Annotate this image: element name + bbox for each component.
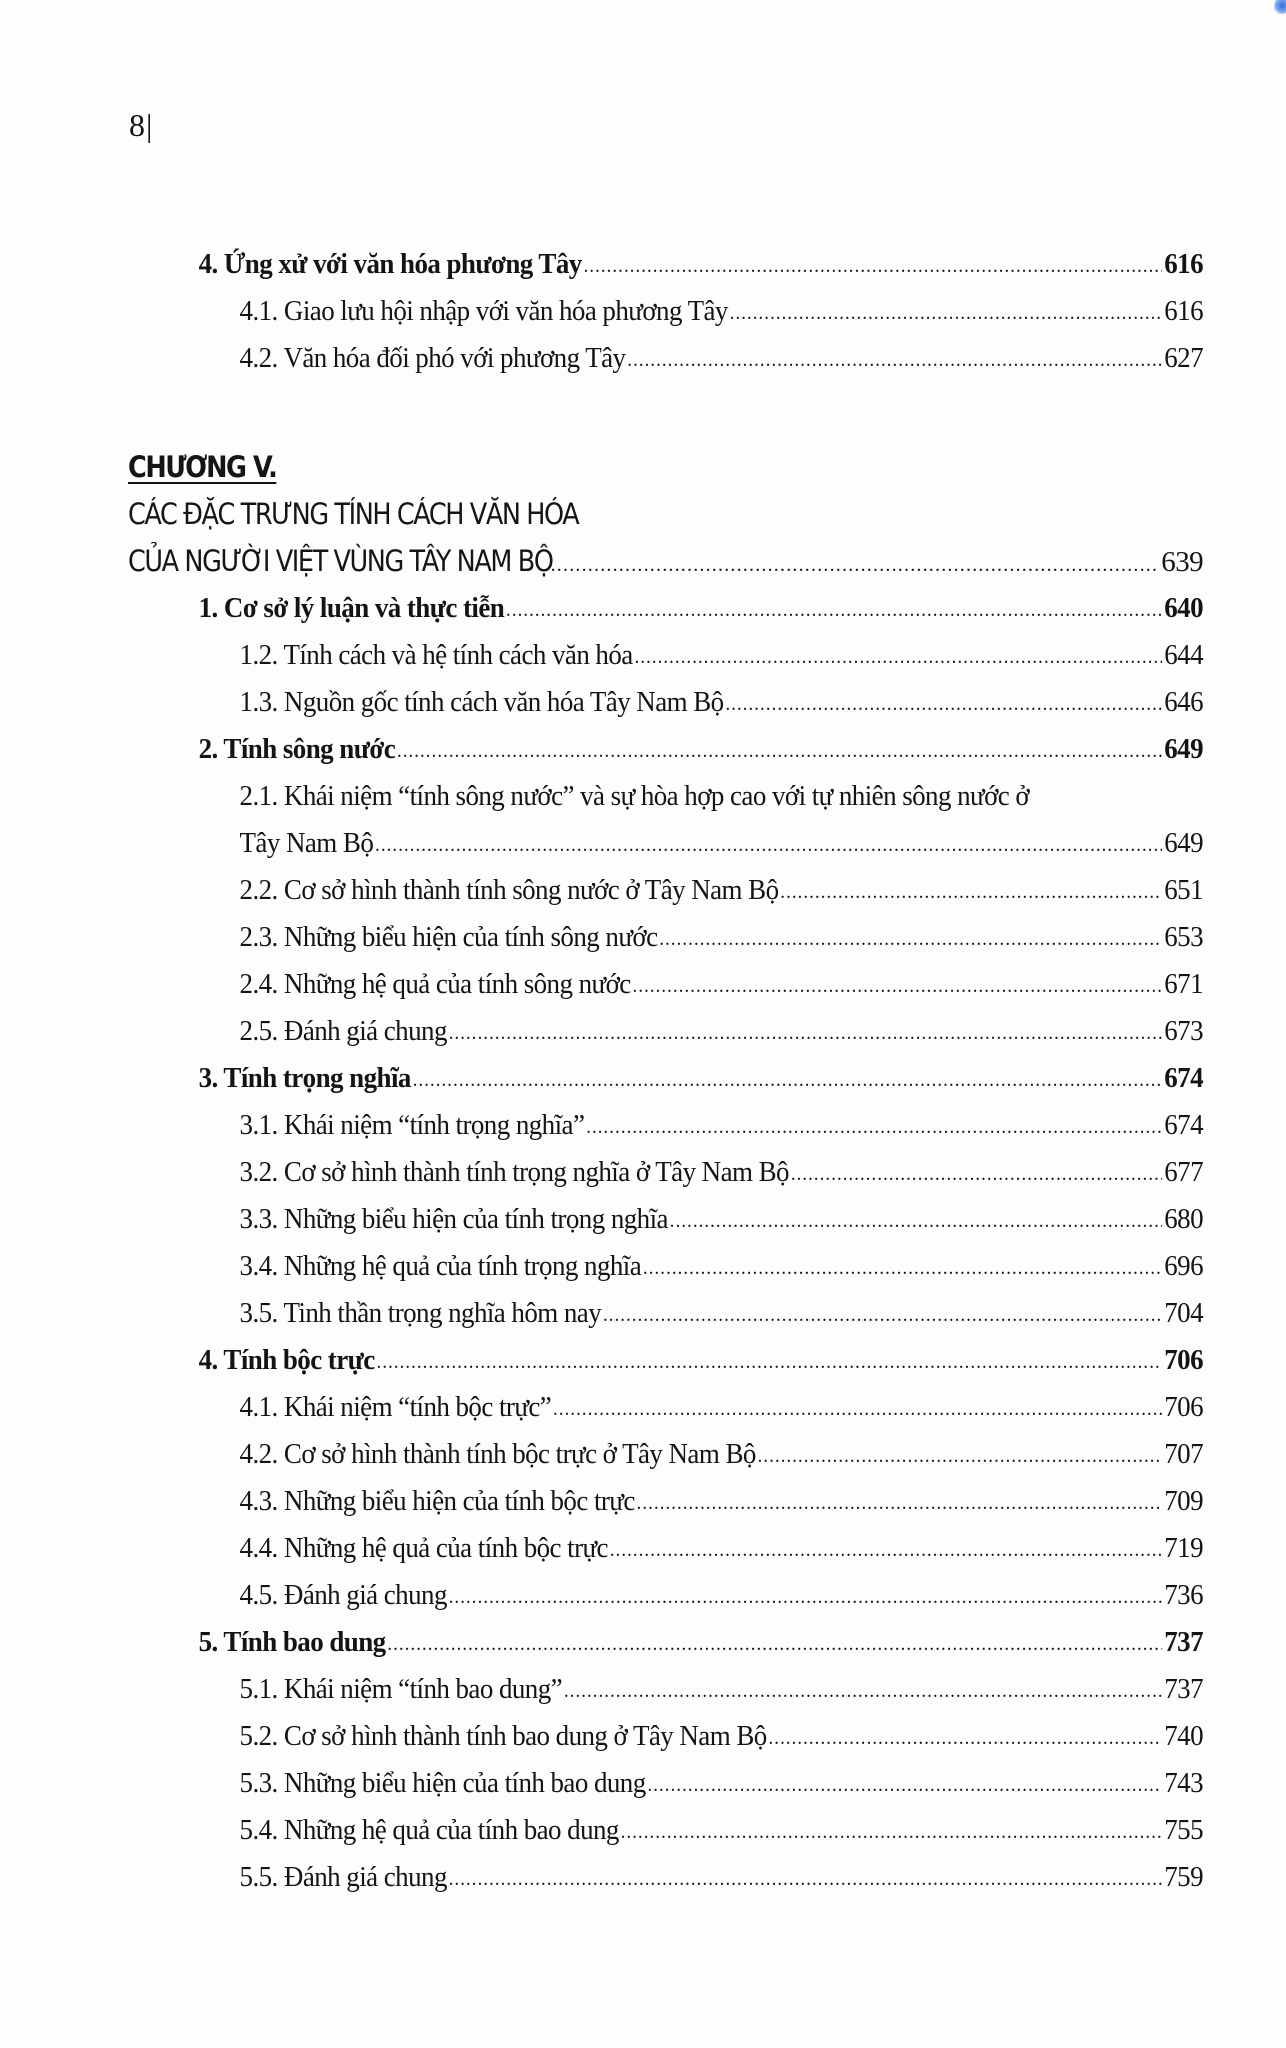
toc-entry-title: 5.1. Khái niệm “tính bao dung” [239,1673,563,1705]
toc-entry-page: 674 [1164,1109,1203,1141]
dot-leader [397,728,1162,775]
page-number: 8| [129,107,154,143]
chapter-title-line2[interactable] [128,538,1203,585]
toc-entry-subsection[interactable] [240,1666,1203,1713]
toc-entry-subsection[interactable] [240,1149,1203,1196]
toc-entry-page: 644 [1164,639,1203,671]
toc-entry-title: 4. Ứng xử với văn hóa phương Tây [198,248,582,280]
dot-leader [586,1104,1162,1151]
toc-entry-title: 5.2. Cơ sở hình thành tính bao dung ở Tây Nam Bộ [239,1720,767,1752]
toc-entry-title: 2.2. Cơ sở hình thành tính sông nước ở Tây Nam Bộ [239,874,779,906]
dot-leader [758,1433,1163,1480]
toc-entry-page: 680 [1164,1203,1203,1235]
dot-leader [637,1480,1163,1527]
toc-entry-title: 4.5. Đánh giá chung [239,1579,447,1611]
toc-entry-page: 759 [1164,1861,1203,1893]
toc-entry-page: 674 [1164,1062,1203,1094]
toc-entry-page: 706 [1164,1344,1203,1376]
toc-entry-page: 755 [1164,1814,1203,1846]
dot-leader [413,1057,1163,1104]
toc-entry-page: 651 [1164,874,1203,906]
toc-entry-title: 4.2. Cơ sở hình thành tính bộc trực ở Tây Nam Bộ [239,1438,756,1470]
chapter-title-line2-text: CỦA NGƯỜI VIỆT VÙNG TÂY NAM BỘ [128,544,553,578]
toc-entry-subsection[interactable] [240,1102,1203,1149]
toc-entry-title: 3.5. Tinh thần trọng nghĩa hôm nay [239,1297,602,1329]
toc-entry-subsection[interactable] [240,1478,1203,1525]
dot-leader [769,1715,1163,1762]
toc-entry-title: 3.2. Cơ sở hình thành tính trọng nghĩa ở Tây Nam Bộ [239,1156,789,1188]
toc-entry-subsection[interactable] [240,1290,1203,1337]
toc-entry-subsection-line1[interactable] [240,773,1203,820]
dot-leader [627,337,1162,384]
toc-entry-title: 4.1. Khái niệm “tính bộc trực” [239,1391,552,1423]
toc-entry-page: 616 [1164,248,1203,280]
toc-entry-title: 4.2. Văn hóa đối phó với phương Tây [239,342,626,374]
toc-entry-page: 616 [1164,295,1203,327]
dot-leader [387,1621,1162,1668]
toc-entry-page: 704 [1164,1297,1203,1329]
toc-entry-section[interactable] [199,1337,1203,1384]
toc-entry-subsection[interactable] [240,335,1203,382]
dot-leader [564,1668,1162,1715]
dot-leader [449,1010,1163,1057]
toc-entry-title: 4. Tính bộc trực [198,1344,375,1376]
toc-entry-title: 3.4. Những hệ quả của tính trọng nghĩa [239,1250,642,1282]
dot-leader [603,1292,1162,1339]
toc-entry-title: 4.3. Những biểu hiện của tính bộc trực [239,1485,635,1517]
toc-entry-subsection[interactable] [240,1431,1203,1478]
toc-entry-title: 1.2. Tính cách và hệ tính cách văn hóa [239,639,633,671]
toc-entry-page: 653 [1164,921,1203,953]
toc-entry-title: 2.4. Những hệ quả của tính sông nước [239,968,631,1000]
toc-entry-section[interactable] [199,1619,1203,1666]
toc-entry-section[interactable] [199,585,1203,632]
toc-entry-page: 743 [1164,1767,1203,1799]
dot-leader [544,542,1159,589]
scan-artifact [1274,0,1286,14]
toc-entry-section[interactable] [199,1055,1203,1102]
toc-entry-subsection[interactable] [240,914,1203,961]
toc-entry-page: 737 [1164,1673,1203,1705]
dot-leader [725,681,1162,728]
toc-entry-title: 3.3. Những biểu hiện của tính trọng nghĩa [239,1203,668,1235]
dot-leader [643,1245,1162,1292]
toc-entry-page: 737 [1164,1626,1203,1658]
dot-leader [659,916,1162,963]
dot-leader [375,822,1162,869]
toc-entry-page: 649 [1164,733,1203,765]
toc-entry-title: 5. Tính bao dung [198,1626,386,1658]
toc-entry-subsection[interactable] [240,867,1203,914]
toc-entry-title: 2. Tính sông nước [198,733,396,765]
dot-leader [633,963,1163,1010]
toc-entry-subsection[interactable] [240,961,1203,1008]
dot-leader [610,1527,1163,1574]
toc-entry-subsection[interactable] [240,1572,1203,1619]
toc-entry-title: 5.4. Những hệ quả của tính bao dung [239,1814,619,1846]
toc-entry-title: Tây Nam Bộ [239,827,374,859]
toc-entry-subsection[interactable] [240,679,1203,726]
toc-entry-title: 2.5. Đánh giá chung [239,1015,447,1047]
toc-entry-title: 3. Tính trọng nghĩa [198,1062,411,1094]
toc-entry-subsection[interactable] [240,820,1203,867]
dot-leader [791,1151,1163,1198]
toc-entry-subsection[interactable] [240,1243,1203,1290]
toc-entry-title: 5.5. Đánh giá chung [239,1861,447,1893]
chapter-title-line1: CÁC ĐẶC TRƯNG TÍNH CÁCH VĂN HÓA [128,497,579,531]
toc-entry-subsection[interactable] [240,1854,1203,1901]
dot-leader [449,1574,1163,1621]
toc-entry-page: 707 [1164,1438,1203,1470]
toc-entry-page: 640 [1164,592,1203,624]
dot-leader [377,1339,1163,1386]
toc-entry-subsection[interactable] [240,1525,1203,1572]
toc-entry-page: 649 [1164,827,1203,859]
toc-entry-page: 646 [1164,686,1203,718]
toc-entry-page: 709 [1164,1485,1203,1517]
toc-entry-page: 719 [1164,1532,1203,1564]
dot-leader [670,1198,1163,1245]
dot-leader [506,587,1162,634]
dot-leader [449,1856,1163,1903]
toc-entry-title: 1.3. Nguồn gốc tính cách văn hóa Tây Nam Bộ [239,686,724,718]
dot-leader [635,634,1163,681]
toc-entry-section[interactable] [199,726,1203,773]
dot-leader [584,243,1163,290]
toc-entry-page: 706 [1164,1391,1203,1423]
toc-entry-page: 736 [1164,1579,1203,1611]
dot-leader [621,1809,1163,1856]
toc-entry-page: 671 [1164,968,1203,1000]
dot-leader [648,1762,1163,1809]
dot-leader [553,1386,1162,1433]
toc-entry-title: 3.1. Khái niệm “tính trọng nghĩa” [239,1109,585,1141]
toc-entry-title: 5.3. Những biểu hiện của tính bao dung [239,1767,646,1799]
toc-entry-subsection[interactable] [240,288,1203,335]
dot-leader [730,290,1163,337]
dot-leader [780,869,1162,916]
toc-entry-page: 677 [1164,1156,1203,1188]
toc-entry-page: 627 [1164,342,1203,374]
chapter-label[interactable]: CHƯƠNG V. [128,450,277,484]
toc-entry-title: 1. Cơ sở lý luận và thực tiễn [198,592,505,624]
toc-entry-title: 4.4. Những hệ quả của tính bộc trực [239,1532,608,1564]
toc-entry-title: 4.1. Giao lưu hội nhập với văn hóa phương Tây [239,295,728,327]
toc-entry-page: 740 [1164,1720,1203,1752]
toc-entry-subsection[interactable] [240,1807,1203,1854]
toc-entry-title: 2.3. Những biểu hiện của tính sông nước [239,921,658,953]
toc-entry-subsection[interactable] [240,1008,1203,1055]
toc-entry-subsection[interactable] [240,1196,1203,1243]
toc-entry-subsection[interactable] [240,1760,1203,1807]
toc-entry-subsection[interactable] [240,1713,1203,1760]
toc-entry-subsection[interactable] [240,632,1203,679]
toc-entry-title: 2.1. Khái niệm “tính sông nước” và sự hòa hợp cao với tự nhiên sông nước ở [239,780,1030,812]
toc-entry-section[interactable] [199,241,1203,288]
chapter-page: 639 [1161,546,1203,578]
toc-entry-subsection[interactable] [240,1384,1203,1431]
toc-entry-page: 673 [1164,1015,1203,1047]
toc-entry-page: 696 [1164,1250,1203,1282]
